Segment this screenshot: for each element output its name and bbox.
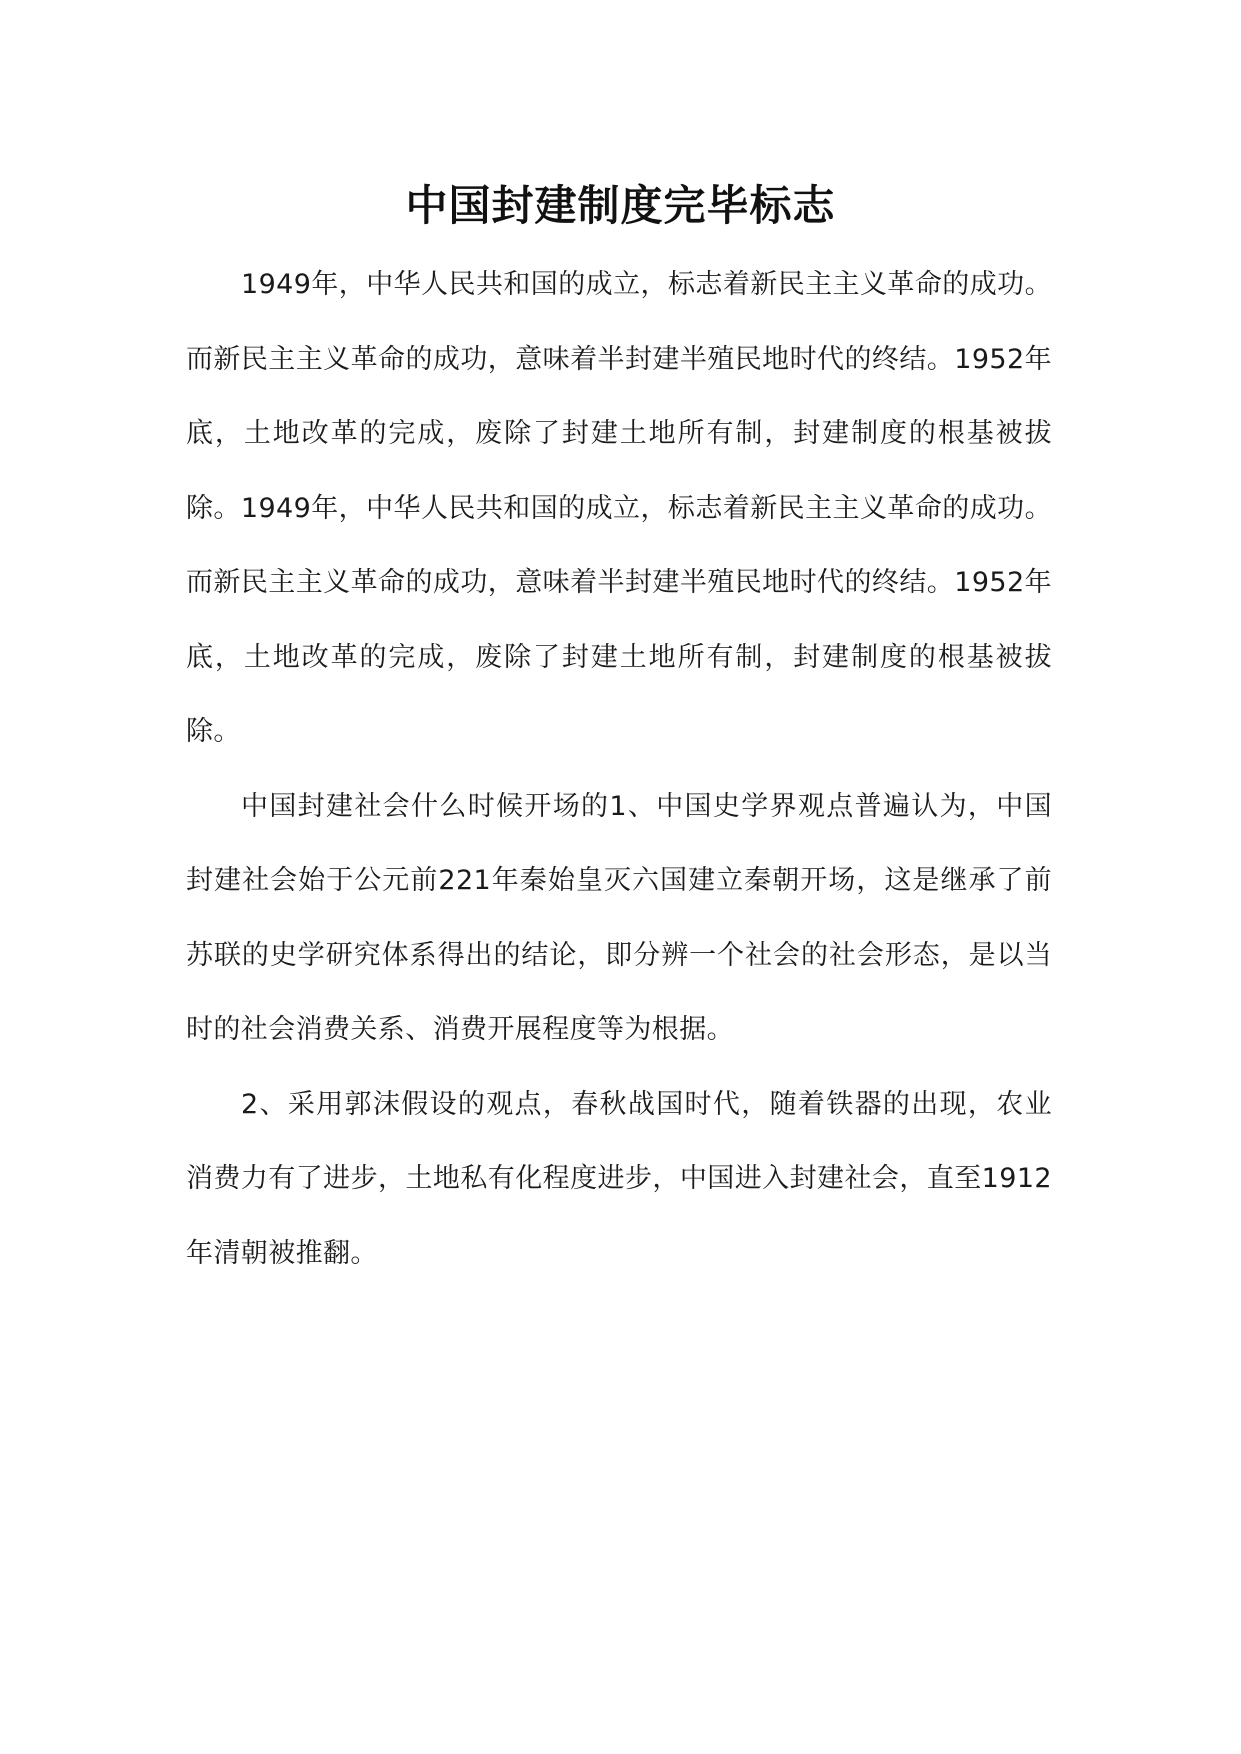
paragraph-1: 1949年，中华人民共和国的成立，标志着新民主主义革命的成功。而新民主主义革命的成功，意味着半封建半殖民地时代的终结。1952年底，土地改革的完成，废除了封建土地所有制，封建制度的根基被拔除。1949年，中华人民共和国的成立，标志着新民主主义革命的成功。而新民主主义革命的成功，意味着半封建半殖民地时代的终结。1952年底，土地改革的完成，废除了封建土地所有制，封建制度的根基被拔除。: [186, 269, 1052, 747]
paragraph-3: 2、采用郭沫假设的观点，春秋战国时代，随着铁器的出现，农业消费力有了进步，土地私有化程度进步，中国进入封建社会，直至1912年清朝被推翻。: [186, 1088, 1052, 1269]
document-body: [186, 248, 1052, 1291]
paragraph-2: 中国封建社会什么时候开场的1、中国史学界观点普遍认为，中国封建社会始于公元前221年秦始皇灭六国建立秦朝开场，这是继承了前苏联的史学研究体系得出的结论，即分辨一个社会的社会形态，是以当时的社会消费关系、消费开展程度等为根据。: [186, 790, 1052, 1045]
page-title: 中国封建制度完毕标志: [405, 181, 836, 231]
